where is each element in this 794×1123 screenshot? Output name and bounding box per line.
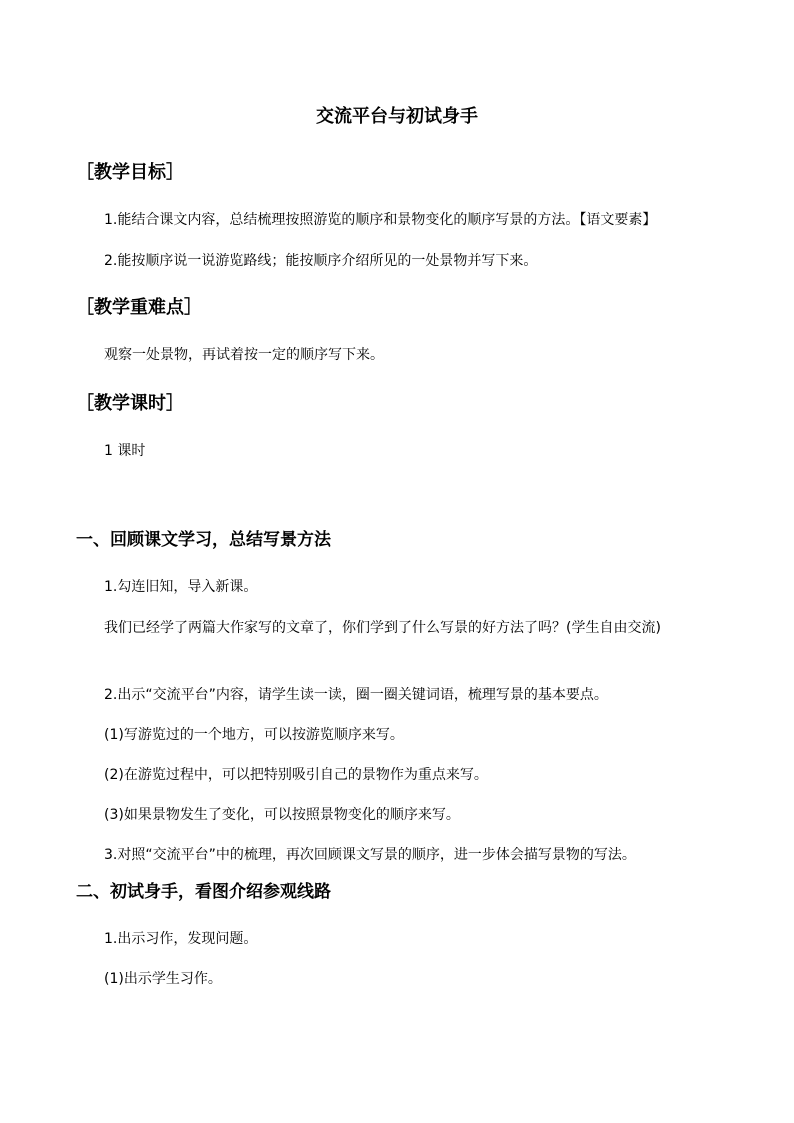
section-1-line-7: 3.对照“交流平台”中的梳理，再次回顾课文写景的顺序，进一步体会描写景物的写法。 <box>104 847 636 863</box>
page-title: 交流平台与初试身手 <box>316 106 478 127</box>
objectives-heading: ［教学目标］ <box>76 162 184 183</box>
section-1-line-2: 我们已经学了两篇大作家写的文章了，你们学到了什么写景的好方法了吗？(学生自由交流) <box>104 620 661 636</box>
section-1-heading: 一、回顾课文学习，总结写景方法 <box>76 530 331 550</box>
section-1-line-3: 2.出示“交流平台”内容，请学生读一读，圈一圈关键词语，梳理写景的基本要点。 <box>104 687 608 703</box>
section-2-heading: 二、初试身手，看图介绍参观线路 <box>76 882 331 902</box>
objective-item-1: 1.能结合课文内容，总结梳理按照游览的顺序和景物变化的顺序写景的方法。【语文要素】 <box>104 212 657 228</box>
section-1-line-6: (3)如果景物发生了变化，可以按照景物变化的顺序来写。 <box>104 807 460 823</box>
section-1-line-5: (2)在游览过程中，可以把特别吸引自己的景物作为重点来写。 <box>104 767 488 783</box>
periods-heading: ［教学课时］ <box>76 393 184 414</box>
periods-text: 1 课时 <box>104 443 146 459</box>
key-points-heading: ［教学重难点］ <box>76 297 202 318</box>
section-1-line-4: (1)写游览过的一个地方，可以按游览顺序来写。 <box>104 727 404 743</box>
section-2-line-1: 1.出示习作，发现问题。 <box>104 931 258 947</box>
section-1-line-1: 1.勾连旧知，导入新课。 <box>104 579 258 595</box>
section-2-line-2: (1)出示学生习作。 <box>104 971 222 987</box>
objective-item-2: 2.能按顺序说一说游览路线；能按顺序介绍所见的一处景物并写下来。 <box>104 253 538 269</box>
key-points-text: 观察一处景物，再试着按一定的顺序写下来。 <box>104 347 384 363</box>
